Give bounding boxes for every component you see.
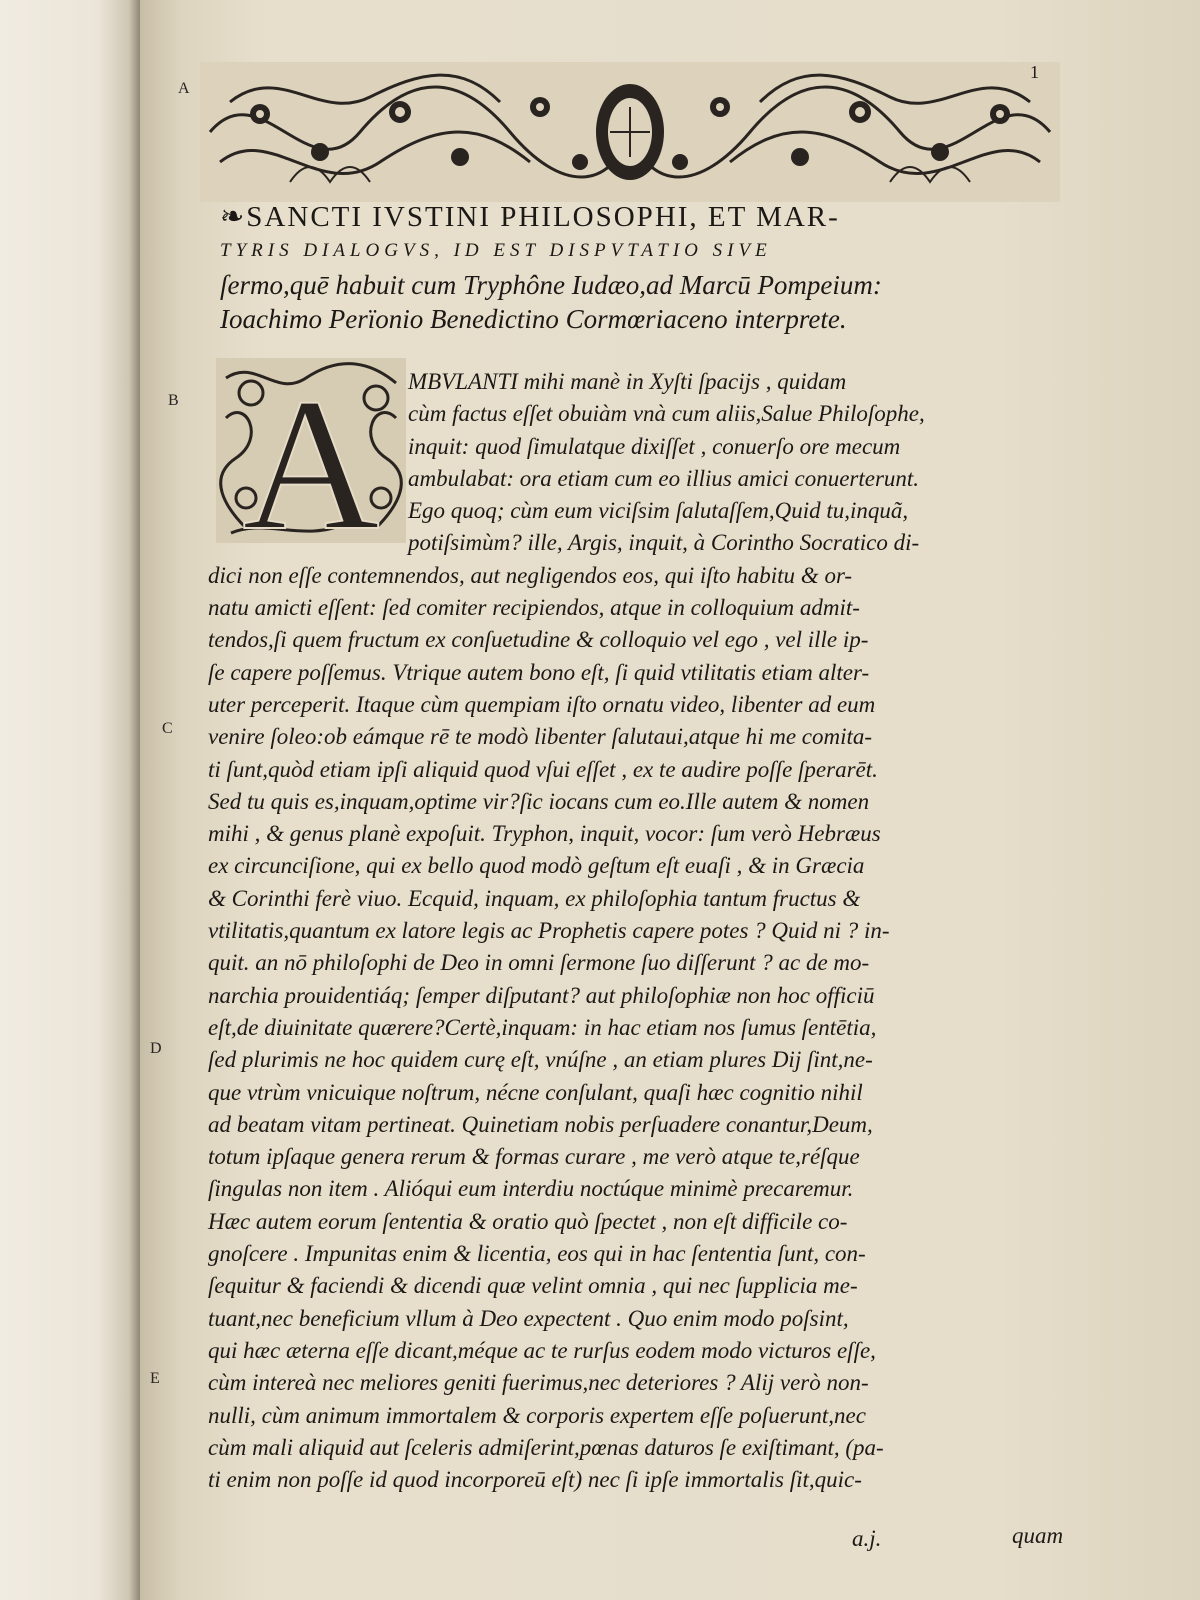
folio-number: 1 <box>1030 62 1039 82</box>
body-line: eſt,de diuinitate quærere?Certè,inquam: in hac etiam nos ſumus ſentētia, <box>208 1014 877 1040</box>
body-line: totum ipſaque genera rerum & formas curare , me verò atque te,réſque <box>208 1144 860 1170</box>
body-line: cùm factus eſſet obuiàm vnà cum aliis,Salue Philoſophe, <box>408 401 925 427</box>
body-line: ſe capere poſſemus. Vtrique autem bono eſt, ſi quid vtilitatis etiam alter- <box>208 659 870 685</box>
marginal-letter-e: E <box>150 1370 160 1387</box>
body-line: ti ſunt,quòd etiam ipſi aliquid quod vſui eſſet , ex te audire poſſe ſperarēt. <box>208 756 878 782</box>
body-line: nulli, cùm animum immortalem & corporis expertem eſſe poſuerunt,nec <box>208 1402 866 1428</box>
catchword: quam <box>1012 1523 1064 1548</box>
signature-mark: a.j. <box>852 1526 882 1551</box>
title-line-3: ſermo,quē habuit cum Tryphône Iudæo,ad Marcū Pompeium: <box>220 270 882 300</box>
body-line: vtilitatis,quantum ex latore legis ac Prophetis capere potes ? Quid ni ? in- <box>208 918 890 944</box>
body-line: cùm mali aliquid aut ſceleris admiſerint,pœnas daturos ſe exiſtimant, (pa- <box>208 1434 884 1460</box>
body-line: narchia prouidentiáq; ſemper diſputant? aut philoſophiæ non hoc officiū <box>208 982 875 1008</box>
body-line: que vtrùm vnicuique noſtrum, nécne conſulant, quaſi hæc cognitio nihil <box>208 1079 863 1105</box>
body-line: cùm intereà nec meliores geniti fuerimus,nec deteriores ? Alij verò non- <box>208 1370 869 1396</box>
body-line: ex circunciſione, qui ex bello quod modò geſtum eſt euaſi , & in Græcia <box>208 853 865 879</box>
body-line: inquit: quod ſimulatque dixiſſet , conuerſo ore mecum <box>408 433 901 459</box>
body-line: venire ſoleo:ob eámque rē te modò libenter ſalutaui,atque hi me comita- <box>208 724 873 750</box>
body-line: dici non eſſe contemnendos, aut negligendos eos, qui iſto habitu & or- <box>208 562 853 588</box>
body-line: MBVLANTI mihi manè in Xyſti ſpacijs , quidam <box>408 369 847 394</box>
body-line: Sed tu quis es,inquam,optime vir?ſic iocans cum eo.Ille autem & nomen <box>208 788 870 814</box>
body-line: gnoſcere . Impunitas enim & licentia, eos qui in hac ſententia ſunt, con- <box>208 1241 866 1267</box>
body-line: ſed plurimis ne hoc quidem curę eſt, vnúſne , an etiam plures Dij ſint,ne- <box>208 1047 873 1073</box>
title-block <box>220 200 1040 336</box>
marginal-letter-c: C <box>162 720 173 737</box>
body-line: ad beatam vitam pertineat. Quinetiam nobis perſuadere conantur,Deum, <box>208 1111 873 1137</box>
body-line: uter perceperit. Itaque cùm quempiam iſto ornatu video, libenter ad eum <box>208 691 876 717</box>
body-line: qui hæc æterna eſſe dicant,méque ac te rurſus eodem modo victuros eſſe, <box>208 1337 876 1363</box>
facing-page-edge <box>0 0 140 1600</box>
body-line: potiſsimùm? ille, Argis, inquit, à Corintho Socratico di- <box>408 530 920 556</box>
body-line: natu amicti eſſent: ſed comiter recipiendos, atque in colloquium admit- <box>208 595 860 621</box>
marginal-letter-a: A <box>178 80 190 97</box>
marginal-letter-b: B <box>168 392 179 409</box>
initial-letter: A <box>242 360 380 543</box>
body-line: & Corinthi ferè viuo. Ecquid, inquam, ex philoſophia tantum fructus & <box>208 885 861 911</box>
header-ornament <box>200 62 1060 202</box>
body-line: tuant,nec beneficium vllum à Deo expectent . Quo enim modo poſsint, <box>208 1305 849 1331</box>
body-line: Hæc autem eorum ſententia & oratio quò ſpectet , non eſt difficile co- <box>208 1208 848 1234</box>
body-line: Ego quoq; cùm eum viciſsim ſalutaſſem,Quid tu,inquã, <box>408 498 909 524</box>
title-line-1: ❧SANCTI IVSTINI PHILOSOPHI, ET MAR- <box>220 201 840 233</box>
title-line-4: Ioachimo Perïonio Benedictino Cormœriaceno interprete. <box>220 304 847 334</box>
body-line: ſequitur & faciendi & dicendi quæ velint omnia , qui nec ſupplicia me- <box>208 1273 858 1299</box>
body-line: ti enim non poſſe id quod incorporeū eſt) nec ſi ipſe immortalis ſit,quic- <box>208 1467 862 1493</box>
marginal-letter-d: D <box>150 1040 162 1057</box>
body-line: ambulabat: ora etiam cum eo illius amici conuerterunt. <box>408 465 920 491</box>
body-line: tendos,ſi quem fructum ex conſuetudine & colloquio vel ego , vel ille ip- <box>208 627 869 653</box>
body-line: mihi , & genus planè expoſuit. Tryphon, inquit, vocor: ſum verò Hebræus <box>208 821 881 847</box>
body-line: quit. an nō philoſophi de Deo in omni ſermone ſuo diſſerunt ? ac de mo- <box>208 950 870 976</box>
book-page <box>140 0 1200 1600</box>
body-line: ſingulas non item . Alióqui eum interdiu noctúque minimè precaremur. <box>208 1176 854 1202</box>
title-line-2: TYRIS DIALOGVS, ID EST DISPVTATIO SIVE <box>220 240 772 261</box>
body-text <box>208 366 1068 1496</box>
